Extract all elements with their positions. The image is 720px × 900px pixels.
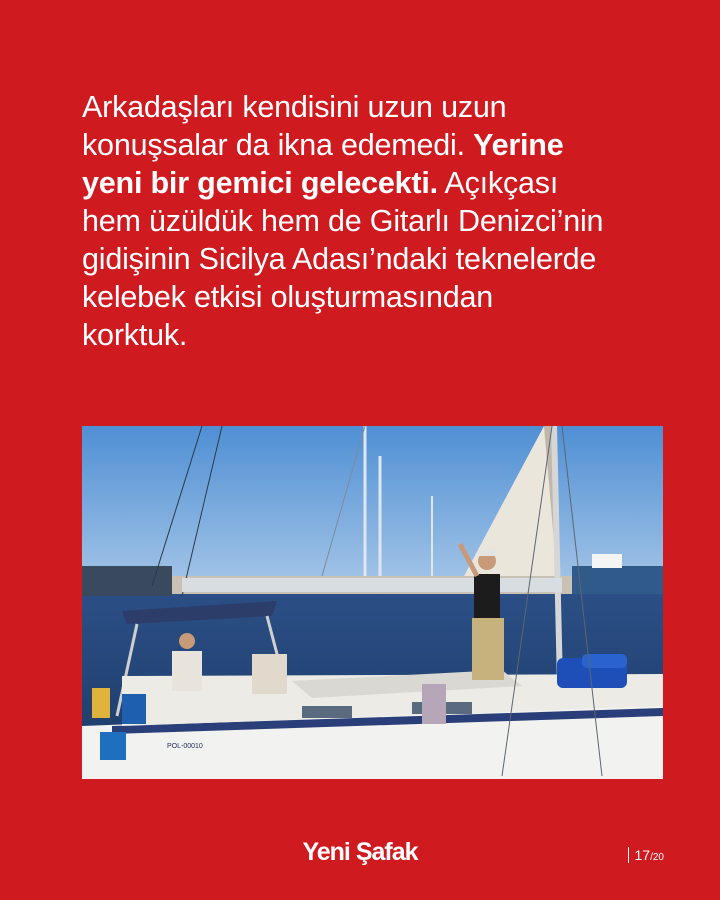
text-line-7: korktuk. (82, 318, 188, 352)
text-line-5: gidişinin Sicilya Adası’ndaki teknelerde (82, 242, 597, 276)
page-current: 17 (634, 847, 651, 863)
sailboat-photo (82, 426, 663, 779)
hull-label: POL-00010 (167, 743, 203, 750)
page-total: /20 (650, 852, 664, 863)
text-line-2-regular: konuşsalar da ikna edemedi. (82, 128, 474, 162)
text-line-2 (82, 126, 682, 164)
text-line-3-regular: Açıkçası (437, 166, 559, 200)
text-line-2-bold: Yerine (473, 128, 564, 162)
text-line-4: hem üzüldük hem de Gitarlı Denizci’nin (82, 204, 604, 238)
text-line-3-bold: yeni bir gemici gelecekti. (82, 166, 438, 200)
page-number (628, 847, 664, 863)
brand-logo: Yeni Şafak (302, 838, 418, 866)
text-line-3 (82, 164, 682, 202)
text-line-1: Arkadaşları kendisini uzun uzun (82, 90, 507, 124)
text-line-6: kelebek etkisi oluşturmasından (82, 280, 494, 314)
page-divider (628, 847, 629, 863)
standing-sailor (474, 574, 500, 619)
story-text (82, 88, 682, 354)
boom (182, 578, 562, 592)
